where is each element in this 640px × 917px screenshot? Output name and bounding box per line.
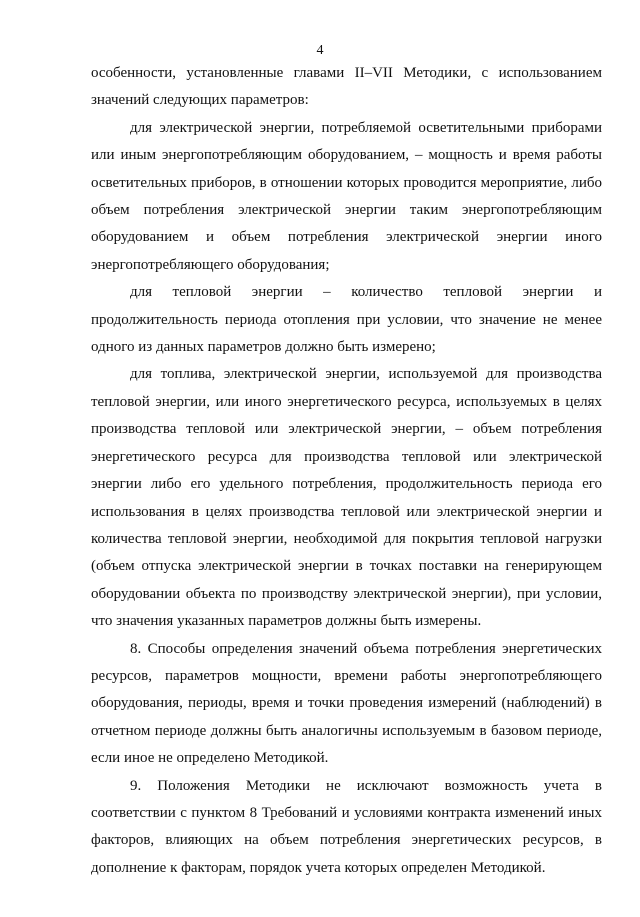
- paragraph-fuel: для топлива, электрической энергии, используемой для производства тепловой энергии, или иного энергетического ресурса, используемых в целях производства тепловой или электрической энергии, – объем потребления энергетического ресурса для производства тепловой или электрической энергии либо его удельного потребления, продолжительность периода его использования в целях производства тепловой или электрической энергии и количества тепловой энергии, необходимой для покрытия тепловой нагрузки (объем отпуска электрической энергии в точках поставки на генерирующем оборудовании объекта по производству электрической энергии), при условии, что значения указанных параметров должны быть измерены.: [91, 366, 602, 630]
- paragraph-item-9: 9. Положения Методики не исключают возможность учета в соответствии с пунктом 8 Требований и условиями контракта изменений иных факторов, влияющих на объем потребления энергетических ресурсов, в дополнение к факторам, порядок учета которых определен Методикой.: [91, 777, 602, 876]
- page-number: 4: [316, 43, 324, 58]
- paragraph-electric-energy: для электрической энергии, потребляемой осветительными приборами или иным энергопотребляющим оборудованием, – мощность и время работы осветительных приборов, в отношении которых проводится мероприятие, либо объем потребления электрической энергии таким энергопотребляющим оборудованием и объем потребления электрической энергии иного энергопотребляющего оборудования;: [91, 119, 602, 273]
- paragraph-item-8: 8. Способы определения значений объема потребления энергетических ресурсов, параметров мощности, времени работы энергопотребляющего оборудования, периоды, время и точки проведения измерений (наблюдений) в отчетном периоде должны быть аналогичны используемым в базовом периоде, если иное не определено Методикой.: [91, 640, 602, 767]
- paragraph-heat-energy: для тепловой энергии – количество тепловой энергии и продолжительность периода отопления при условии, что значение не менее одного из данных параметров должно быть измерено;: [91, 284, 602, 356]
- paragraph-continuation: особенности, установленные главами II–VII Методики, с использованием значений следующих параметров:: [91, 65, 602, 109]
- document-body: [91, 60, 602, 882]
